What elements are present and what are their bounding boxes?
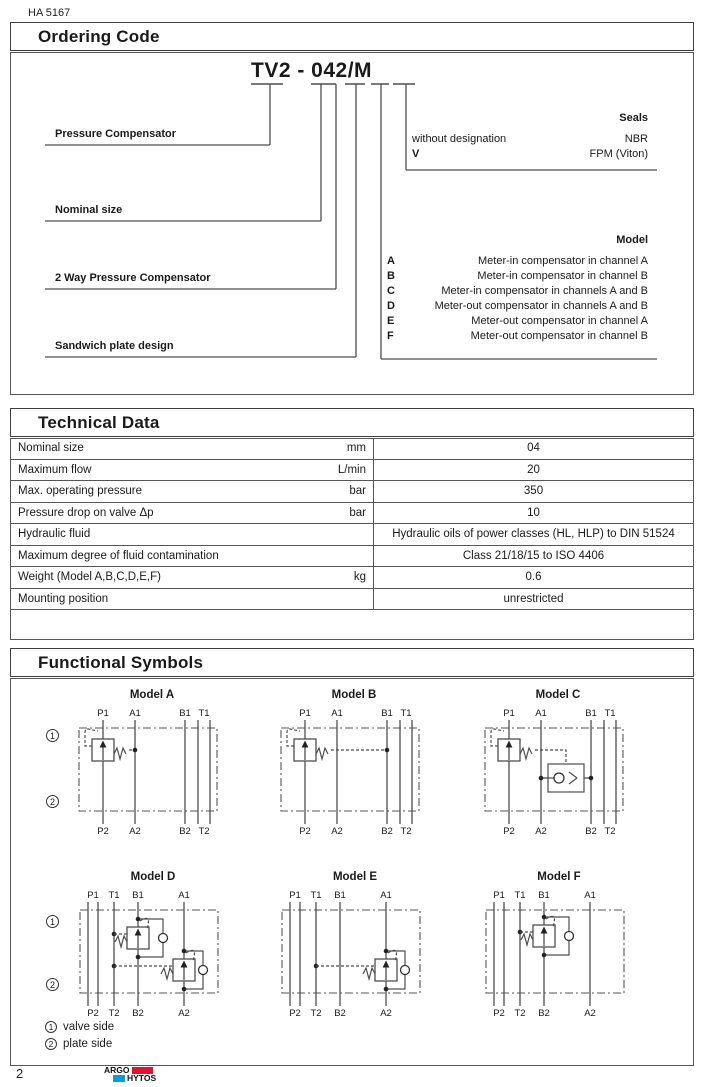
- svg-text:P1: P1: [299, 708, 311, 719]
- seals-options-block: [412, 112, 648, 172]
- svg-text:B2: B2: [538, 1008, 550, 1019]
- option-row: [387, 330, 648, 342]
- option-value: NBR: [624, 133, 648, 145]
- svg-text:B2: B2: [179, 826, 191, 837]
- svg-text:P2: P2: [97, 826, 109, 837]
- table-cell-lbl: Mounting position: [11, 589, 273, 611]
- ordering-code-title-box: [10, 22, 694, 51]
- option-code: F: [387, 330, 394, 342]
- option-code: E: [387, 315, 395, 327]
- logo-cyan-block: [113, 1075, 125, 1082]
- option-row: [412, 133, 648, 145]
- logo-word-hytos: HYTOS: [127, 1073, 157, 1083]
- option-code: V: [412, 148, 420, 160]
- svg-text:T1: T1: [108, 890, 120, 901]
- legend-marker: 2: [45, 1038, 57, 1050]
- table-cell-unit: bar: [273, 503, 373, 525]
- svg-text:A1: A1: [535, 708, 547, 719]
- table-cell-val: 0.6: [373, 567, 693, 589]
- option-code: B: [387, 270, 395, 282]
- ordering-left-label: 2 Way Pressure Compensator: [55, 272, 211, 284]
- table-cell-unit: [273, 524, 373, 546]
- svg-text:T2: T2: [108, 1008, 120, 1019]
- table-cell-lbl: Maximum flow: [11, 460, 273, 482]
- option-code: A: [387, 255, 395, 267]
- svg-text:T1: T1: [198, 708, 210, 719]
- svg-text:B1: B1: [585, 708, 597, 719]
- technical-data-title-box: [10, 408, 694, 437]
- option-value: Meter-in compensator in channel B: [477, 270, 648, 282]
- document-number: HA 5167: [28, 7, 71, 19]
- svg-text:A1: A1: [178, 890, 190, 901]
- model-title: Model D: [130, 871, 176, 883]
- model-title: Model E: [332, 871, 378, 883]
- table-cell-val: 04: [373, 438, 693, 460]
- option-value: Meter-out compensator in channel B: [470, 330, 648, 342]
- functional-symbols-title-box: [10, 648, 694, 677]
- row-marker: 1: [46, 729, 59, 742]
- svg-text:B2: B2: [132, 1008, 144, 1019]
- table-cell-unit: [273, 589, 373, 611]
- table-cell-lbl: Pressure drop on valve Δp: [11, 503, 273, 525]
- option-row: [412, 148, 648, 160]
- svg-text:A1: A1: [584, 890, 596, 901]
- svg-text:T1: T1: [310, 890, 322, 901]
- row-marker: 2: [46, 978, 59, 991]
- option-code: C: [387, 285, 395, 297]
- svg-text:B2: B2: [381, 826, 393, 837]
- svg-text:T1: T1: [514, 890, 526, 901]
- option-row: [387, 270, 648, 282]
- legend-row: [45, 1038, 112, 1050]
- model-title: Model C: [535, 689, 581, 701]
- svg-text:A1: A1: [331, 708, 343, 719]
- svg-text:B2: B2: [334, 1008, 346, 1019]
- functional-symbols-title: Functional Symbols: [38, 652, 204, 672]
- legend-text: valve side: [63, 1021, 115, 1033]
- svg-text:A2: A2: [129, 826, 141, 837]
- svg-text:P1: P1: [289, 890, 301, 901]
- row-marker: 2: [46, 795, 59, 808]
- svg-text:T2: T2: [310, 1008, 322, 1019]
- option-value: Meter-out compensator in channel A: [471, 315, 648, 327]
- model-options-block: [387, 234, 648, 354]
- svg-text:B1: B1: [132, 890, 144, 901]
- svg-text:A2: A2: [331, 826, 343, 837]
- table-cell-unit: kg: [273, 567, 373, 589]
- option-value: Meter-in compensator in channels A and B: [441, 285, 648, 297]
- table-cell-val: Hydraulic oils of power classes (HL, HLP) to DIN 51524: [373, 524, 693, 546]
- table-row: [11, 546, 693, 568]
- table-cell-val: 10: [373, 503, 693, 525]
- ordering-code-title: Ordering Code: [38, 26, 160, 46]
- hydraulic-symbol-a: [67, 706, 237, 838]
- technical-data-title: Technical Data: [38, 412, 160, 432]
- table-cell-unit: mm: [273, 438, 373, 460]
- svg-text:P2: P2: [289, 1008, 301, 1019]
- model-title: Model F: [537, 871, 581, 883]
- svg-text:P2: P2: [87, 1008, 99, 1019]
- ordering-code-value: TV2 - 042/M: [251, 59, 373, 82]
- legend-text: plate side: [63, 1038, 113, 1050]
- option-row: [387, 255, 648, 267]
- svg-text:P1: P1: [97, 708, 109, 719]
- options-heading: Model: [616, 234, 648, 246]
- row-marker: 1: [46, 915, 59, 928]
- svg-text:B1: B1: [538, 890, 550, 901]
- svg-text:P2: P2: [299, 826, 311, 837]
- table-row: [11, 589, 693, 611]
- table-row: [11, 460, 693, 482]
- hydraulic-symbol-f: [474, 888, 644, 1020]
- table-cell-lbl: Maximum degree of fluid contamination: [11, 546, 273, 568]
- table-row: [11, 438, 693, 460]
- ordering-left-label: Sandwich plate design: [55, 340, 174, 352]
- table-cell-lbl: Nominal size: [11, 438, 273, 460]
- svg-text:T2: T2: [198, 826, 210, 837]
- svg-text:T2: T2: [400, 826, 412, 837]
- option-row: [387, 300, 648, 312]
- svg-text:A2: A2: [584, 1008, 596, 1019]
- model-title: Model A: [129, 689, 175, 701]
- svg-text:P1: P1: [493, 890, 505, 901]
- table-cell-lbl: Weight (Model A,B,C,D,E,F): [11, 567, 273, 589]
- svg-text:A1: A1: [129, 708, 141, 719]
- table-cell-unit: L/min: [273, 460, 373, 482]
- table-cell-lbl: Max. operating pressure: [11, 481, 273, 503]
- svg-text:T2: T2: [604, 826, 616, 837]
- option-code: without designation: [412, 133, 507, 145]
- logo-word-argo: ARGO: [104, 1065, 130, 1075]
- svg-text:B2: B2: [585, 826, 597, 837]
- table-cell-unit: [273, 546, 373, 568]
- legend-marker: 1: [45, 1021, 57, 1033]
- svg-text:A2: A2: [178, 1008, 190, 1019]
- table-cell-unit: bar: [273, 481, 373, 503]
- option-value: Meter-in compensator in channel A: [478, 255, 648, 267]
- svg-text:B1: B1: [381, 708, 393, 719]
- option-row: [387, 315, 648, 327]
- svg-text:P1: P1: [87, 890, 99, 901]
- svg-text:T1: T1: [400, 708, 412, 719]
- legend-row: [45, 1021, 114, 1033]
- hydraulic-symbol-d: [68, 888, 238, 1020]
- option-value: Meter-out compensator in channels A and B: [434, 300, 648, 312]
- table-cell-lbl: Hydraulic fluid: [11, 524, 273, 546]
- hydraulic-symbol-c: [473, 706, 643, 838]
- svg-text:B1: B1: [179, 708, 191, 719]
- option-code: D: [387, 300, 395, 312]
- technical-data-table: [10, 438, 694, 610]
- table-cell-val: 20: [373, 460, 693, 482]
- svg-text:T1: T1: [604, 708, 616, 719]
- table-row: [11, 503, 693, 525]
- table-cell-val: Class 21/18/15 to ISO 4406: [373, 546, 693, 568]
- svg-text:T2: T2: [514, 1008, 526, 1019]
- ordering-left-label: Pressure Compensator: [55, 128, 177, 140]
- hydraulic-symbol-e: [270, 888, 440, 1020]
- hydraulic-symbol-b: [269, 706, 439, 838]
- ordering-left-label: Nominal size: [55, 204, 123, 216]
- table-cell-val: 350: [373, 481, 693, 503]
- svg-text:A1: A1: [380, 890, 392, 901]
- option-row: [387, 285, 648, 297]
- table-cell-val: unrestricted: [373, 589, 693, 611]
- svg-text:B1: B1: [334, 890, 346, 901]
- svg-text:P2: P2: [493, 1008, 505, 1019]
- svg-text:P1: P1: [503, 708, 515, 719]
- table-row: [11, 481, 693, 503]
- model-title: Model B: [331, 689, 377, 701]
- page-number: 2: [16, 1066, 24, 1081]
- table-row: [11, 567, 693, 589]
- options-heading: Seals: [619, 112, 648, 124]
- svg-text:A2: A2: [535, 826, 547, 837]
- option-value: FPM (Viton): [589, 148, 648, 160]
- svg-text:A2: A2: [380, 1008, 392, 1019]
- argo-hytos-logo: [104, 1066, 174, 1082]
- svg-text:P2: P2: [503, 826, 515, 837]
- table-row: [11, 524, 693, 546]
